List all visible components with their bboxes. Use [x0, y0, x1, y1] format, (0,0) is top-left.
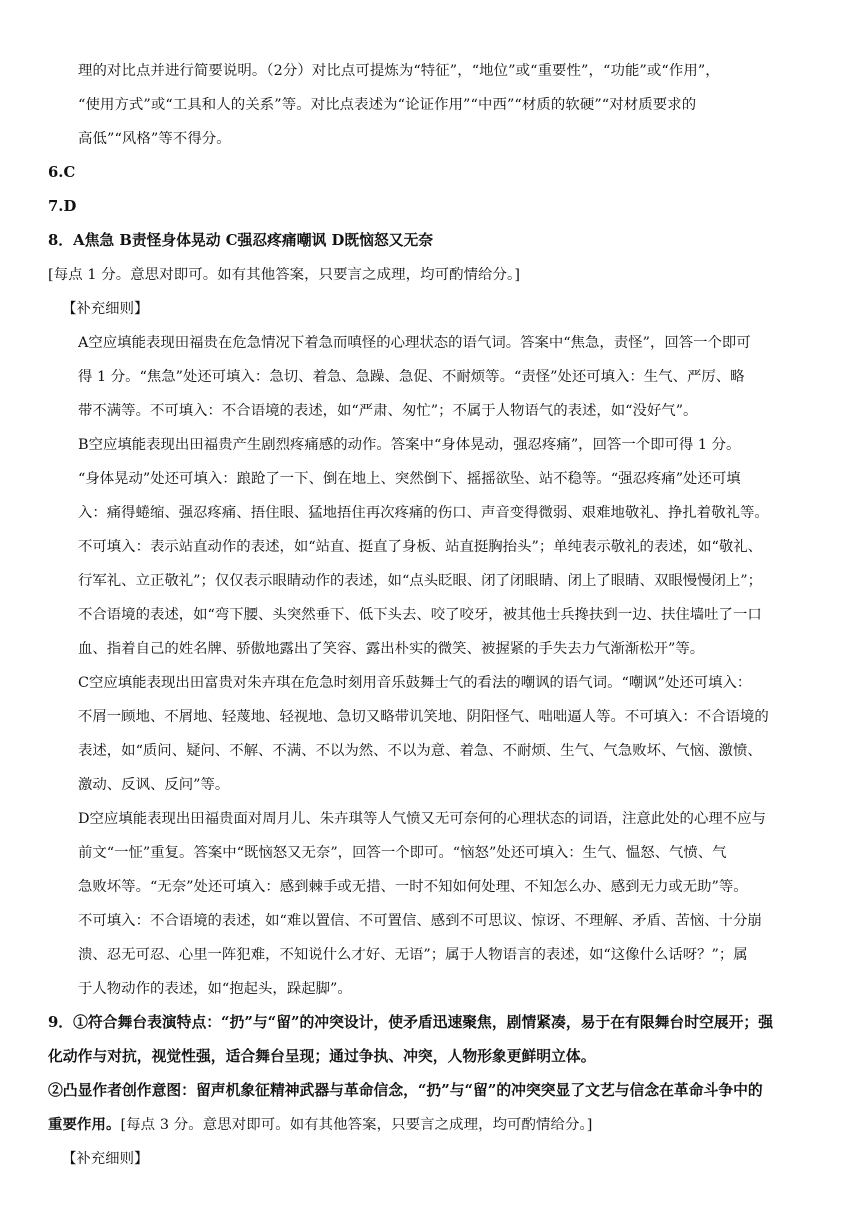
answer-6: 6.C	[48, 164, 76, 181]
rule-line: B空应填能表现出田福贵产生剧烈疼痛感的动作。答案中“身体晃动，强忍疼痛”，回答一个即可得 1 分。	[78, 437, 741, 453]
rule-line: D空应填能表现出田福贵面对周月儿、朱卉琪等人气愤又无可奈何的心理状态的词语，注意此处的心理不应与	[78, 811, 766, 827]
rule-line: 行军礼、立正敬礼”；仅仅表示眼睛动作的表述，如“点头眨眼、闭了闭眼睛、闭上了眼睛、双眼慢慢闭上”；	[78, 573, 763, 589]
supplementary-rules-heading: 【补充细则】	[62, 301, 149, 317]
answer-9-block	[48, 1006, 828, 1142]
rule-d-block	[48, 802, 828, 1006]
rule-c-block	[48, 666, 828, 802]
rule-line: 血、指着自己的姓名牌、骄傲地露出了笑容、露出朴实的微笑、被握紧的手失去力气渐渐松开”等。	[78, 641, 705, 657]
answer-9-scoring-note: [每点 3 分。意思对即可。如有其他答案，只要言之成理，均可酌情给分。]	[120, 1117, 593, 1133]
answer-8: 8．A焦急 B责怪身体晃动 C强忍疼痛嘲讽 D既恼怒又无奈	[48, 232, 434, 249]
answer-8-scoring-note: [每点 1 分。意思对即可。如有其他答案，只要言之成理，均可酌情给分。]	[48, 267, 521, 283]
rule-line: 不屑一顾地、不屑地、轻蔑地、轻视地、急切又略带讥笑地、阴阳怪气、咄咄逼人等。不可填入：不合语境的	[78, 709, 769, 725]
rule-line: 于人物动作的表述，如“抱起头，跺起脚”。	[78, 981, 352, 997]
rule-line: 溃、忍无可忍、心里一阵犯难，不知说什么才好、无语”；属于人物语言的表述，如“这像什么话呀？”；属	[78, 947, 748, 963]
rule-line: 激动、反讽、反问”等。	[78, 777, 230, 793]
answer-9-line: 化动作与对抗，视觉性强，适合舞台呈现；通过争执、冲突，人物形象更鲜明立体。	[48, 1048, 596, 1065]
rule-line: “身体晃动”处还可填入：踉跄了一下、倒在地上、突然倒下、摇摇欲坠、站不稳等。“强忍疼痛”处还可填	[78, 471, 741, 487]
rule-line: 得 1 分。“焦急”处还可填入：急切、着急、急躁、急促、不耐烦等。“责怪”处还可填入：生气、严厉、略	[78, 369, 745, 385]
rule-line: 不可填入：表示站直动作的表述，如“站直、挺直了身板、站直挺胸抬头”；单纯表示敬礼的表述，如“敬礼、	[78, 539, 763, 555]
rule-line: 不合语境的表述，如“弯下腰、头突然垂下、低下头去、咬了咬牙，被其他士兵搀扶到一边、扶住墙吐了一口	[78, 607, 762, 623]
rule-a-block	[48, 326, 828, 428]
rule-line: 急败坏等。“无奈”处还可填入：感到棘手或无措、一时不知如何处理、不知怎么办、感到无力或无助”等。	[78, 879, 748, 895]
answer-9-last-line	[48, 1108, 828, 1142]
rule-line: 不可填入：不合语境的表述，如“难以置信、不可置信、感到不可思议、惊讶、不理解、矛盾、苦恼、十分崩	[78, 913, 762, 929]
supplementary-rules-heading-2: 【补充细则】	[62, 1151, 149, 1167]
rule-line: 带不满等。不可填入：不合语境的表述，如“严肃、匆忙”；不属于人物语气的表述，如“没好气”。	[78, 403, 698, 419]
rule-line: 入：痛得蜷缩、强忍疼痛、捂住眼、猛地捂住再次疼痛的伤口、声音变得微弱、艰难地敬礼、挣扎着敬礼等。	[78, 505, 769, 521]
text-line: 高低”“风格”等不得分。	[78, 131, 231, 147]
rule-line: C空应填能表现出田富贵对朱卉琪在危急时刻用音乐鼓舞士气的看法的嘲讽的语气词。“嘲讽”处还可填入：	[78, 675, 752, 691]
answer-9-bold-ending: 重要作用。	[48, 1116, 121, 1133]
answer-9-line: ②凸显作者创作意图：留声机象征精神武器与革命信念，“扔”与“留”的冲突突显了文艺与信念在革命斗争中的	[48, 1082, 763, 1099]
scoring-note-block	[48, 54, 828, 156]
rule-line: 表述，如“质问、疑问、不解、不满、不以为然、不以为意、着急、不耐烦、生气、气急败坏、气恼、激愤、	[78, 743, 762, 759]
rule-line: A空应填能表现田福贵在危急情况下着急而嗔怪的心理状态的语气词。答案中“焦急，责怪”，回答一个即可	[78, 335, 751, 351]
text-line: 理的对比点并进行简要说明。（2分）对比点可提炼为“特征”，“地位”或“重要性”，“功能”或“作用”，	[78, 63, 720, 79]
answer-7: 7.D	[48, 198, 77, 215]
rule-b-block	[48, 428, 828, 666]
rule-line: 前文“一怔”重复。答案中“既恼怒又无奈”，回答一个即可。“恼怒”处还可填入：生气、愠怒、气愤、气	[78, 845, 727, 861]
answer-9-line: 9．①符合舞台表演特点：“扔”与“留”的冲突设计，使矛盾迅速聚焦，剧情紧凑，易于在有限舞台时空展开；强	[48, 1014, 774, 1031]
text-line: “使用方式”或“工具和人的关系”等。对比点表述为“论证作用”“中西”“材质的软硬”“对材质要求的	[78, 97, 697, 113]
